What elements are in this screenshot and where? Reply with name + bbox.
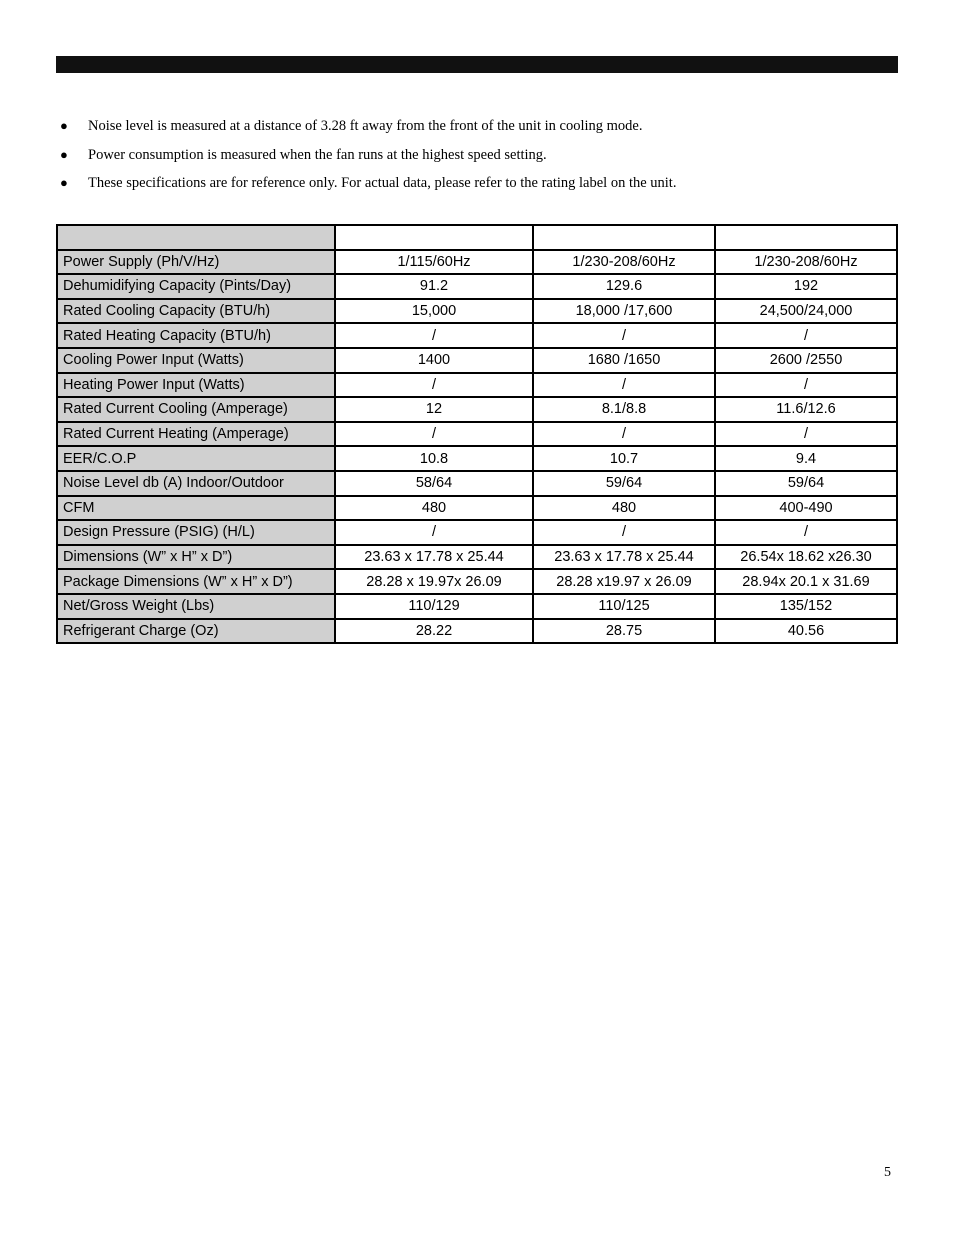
row-value: 23.63 x 17.78 x 25.44	[335, 545, 533, 570]
row-value: 59/64	[715, 471, 897, 496]
row-value: 18,000 /17,600	[533, 299, 715, 324]
table-row	[57, 545, 897, 570]
row-value: /	[533, 373, 715, 398]
table-row	[57, 619, 897, 644]
note-item	[60, 117, 900, 135]
row-value: 192	[715, 274, 897, 299]
bullet-icon: ●	[60, 175, 68, 190]
row-value: 8.1/8.8	[533, 397, 715, 422]
row-value: 26.54x 18.62 x26.30	[715, 545, 897, 570]
row-value: 135/152	[715, 594, 897, 619]
row-value: 28.75	[533, 619, 715, 644]
row-value: 110/129	[335, 594, 533, 619]
row-label: CFM	[57, 496, 335, 521]
row-value: 110/125	[533, 594, 715, 619]
row-value: 40.56	[715, 619, 897, 644]
table-row	[57, 471, 897, 496]
row-value: /	[533, 323, 715, 348]
row-value: 129.6	[533, 274, 715, 299]
bullet-icon: ●	[60, 146, 68, 162]
row-value: /	[715, 373, 897, 398]
table-header-row	[57, 225, 897, 250]
row-value: 91.2	[335, 274, 533, 299]
row-value: 12	[335, 397, 533, 422]
note-text: Power consumption is measured when the fan runs at the highest speed setting.	[88, 146, 547, 163]
spec-table	[56, 224, 898, 644]
row-label: Rated Cooling Capacity (BTU/h)	[57, 299, 335, 324]
row-value: 1/230-208/60Hz	[715, 250, 897, 275]
row-label: Rated Heating Capacity (BTU/h)	[57, 323, 335, 348]
row-value: 1/230-208/60Hz	[533, 250, 715, 275]
row-label: Heating Power Input (Watts)	[57, 373, 335, 398]
row-value: 1/115/60Hz	[335, 250, 533, 275]
table-row	[57, 422, 897, 447]
row-label: Noise Level db (A) Indoor/Outdoor	[57, 471, 335, 496]
note-text: Noise level is measured at a distance of 3.28 ft away from the front of the unit in cooling mode.	[88, 118, 643, 134]
header-cell	[715, 225, 897, 250]
table-row	[57, 348, 897, 373]
row-value: 23.63 x 17.78 x 25.44	[533, 545, 715, 570]
row-label: Design Pressure (PSIG) (H/L)	[57, 520, 335, 545]
row-value: 10.7	[533, 446, 715, 471]
table-row	[57, 274, 897, 299]
row-label: Cooling Power Input (Watts)	[57, 348, 335, 373]
row-label: Dehumidifying Capacity (Pints/Day)	[57, 274, 335, 299]
row-value: 10.8	[335, 446, 533, 471]
header-cell	[57, 225, 335, 250]
table-row	[57, 323, 897, 348]
row-value: /	[335, 422, 533, 447]
row-label: EER/C.O.P	[57, 446, 335, 471]
row-value: /	[533, 422, 715, 447]
table-row	[57, 496, 897, 521]
table-row	[57, 569, 897, 594]
page-number: 5	[884, 1165, 891, 1180]
row-value: /	[533, 520, 715, 545]
row-label: Net/Gross Weight (Lbs)	[57, 594, 335, 619]
row-value: 9.4	[715, 446, 897, 471]
row-value: 58/64	[335, 471, 533, 496]
row-value: 1680 /1650	[533, 348, 715, 373]
table-row	[57, 520, 897, 545]
row-value: 15,000	[335, 299, 533, 324]
row-value: 480	[335, 496, 533, 521]
row-value: /	[715, 422, 897, 447]
row-value: 11.6/12.6	[715, 397, 897, 422]
row-label: Dimensions (W” x H” x D”)	[57, 545, 335, 570]
note-item	[60, 146, 900, 164]
row-label: Rated Current Cooling (Amperage)	[57, 397, 335, 422]
header-bar	[56, 56, 898, 73]
row-value: /	[335, 323, 533, 348]
table-row	[57, 373, 897, 398]
table-row	[57, 250, 897, 275]
row-label: Power Supply (Ph/V/Hz)	[57, 250, 335, 275]
row-label: Refrigerant Charge (Oz)	[57, 619, 335, 644]
header-cell	[335, 225, 533, 250]
row-value: /	[715, 323, 897, 348]
bullet-icon: ●	[60, 118, 68, 133]
note-item	[60, 174, 900, 192]
table-row	[57, 397, 897, 422]
row-value: 28.94x 20.1 x 31.69	[715, 569, 897, 594]
row-value: 28.28 x19.97 x 26.09	[533, 569, 715, 594]
notes-list	[60, 117, 900, 203]
row-value: 28.22	[335, 619, 533, 644]
row-value: /	[335, 373, 533, 398]
row-value: 480	[533, 496, 715, 521]
row-value: /	[715, 520, 897, 545]
note-text: These specifications are for reference only. For actual data, please refer to the rating label on the unit.	[88, 175, 677, 191]
row-label: Rated Current Heating (Amperage)	[57, 422, 335, 447]
row-value: 1400	[335, 348, 533, 373]
header-cell	[533, 225, 715, 250]
row-value: /	[335, 520, 533, 545]
table-row	[57, 446, 897, 471]
table-row	[57, 594, 897, 619]
row-label: Package Dimensions (W” x H” x D”)	[57, 569, 335, 594]
row-value: 59/64	[533, 471, 715, 496]
table-row	[57, 299, 897, 324]
row-value: 2600 /2550	[715, 348, 897, 373]
row-value: 400-490	[715, 496, 897, 521]
row-value: 28.28 x 19.97x 26.09	[335, 569, 533, 594]
row-value: 24,500/24,000	[715, 299, 897, 324]
